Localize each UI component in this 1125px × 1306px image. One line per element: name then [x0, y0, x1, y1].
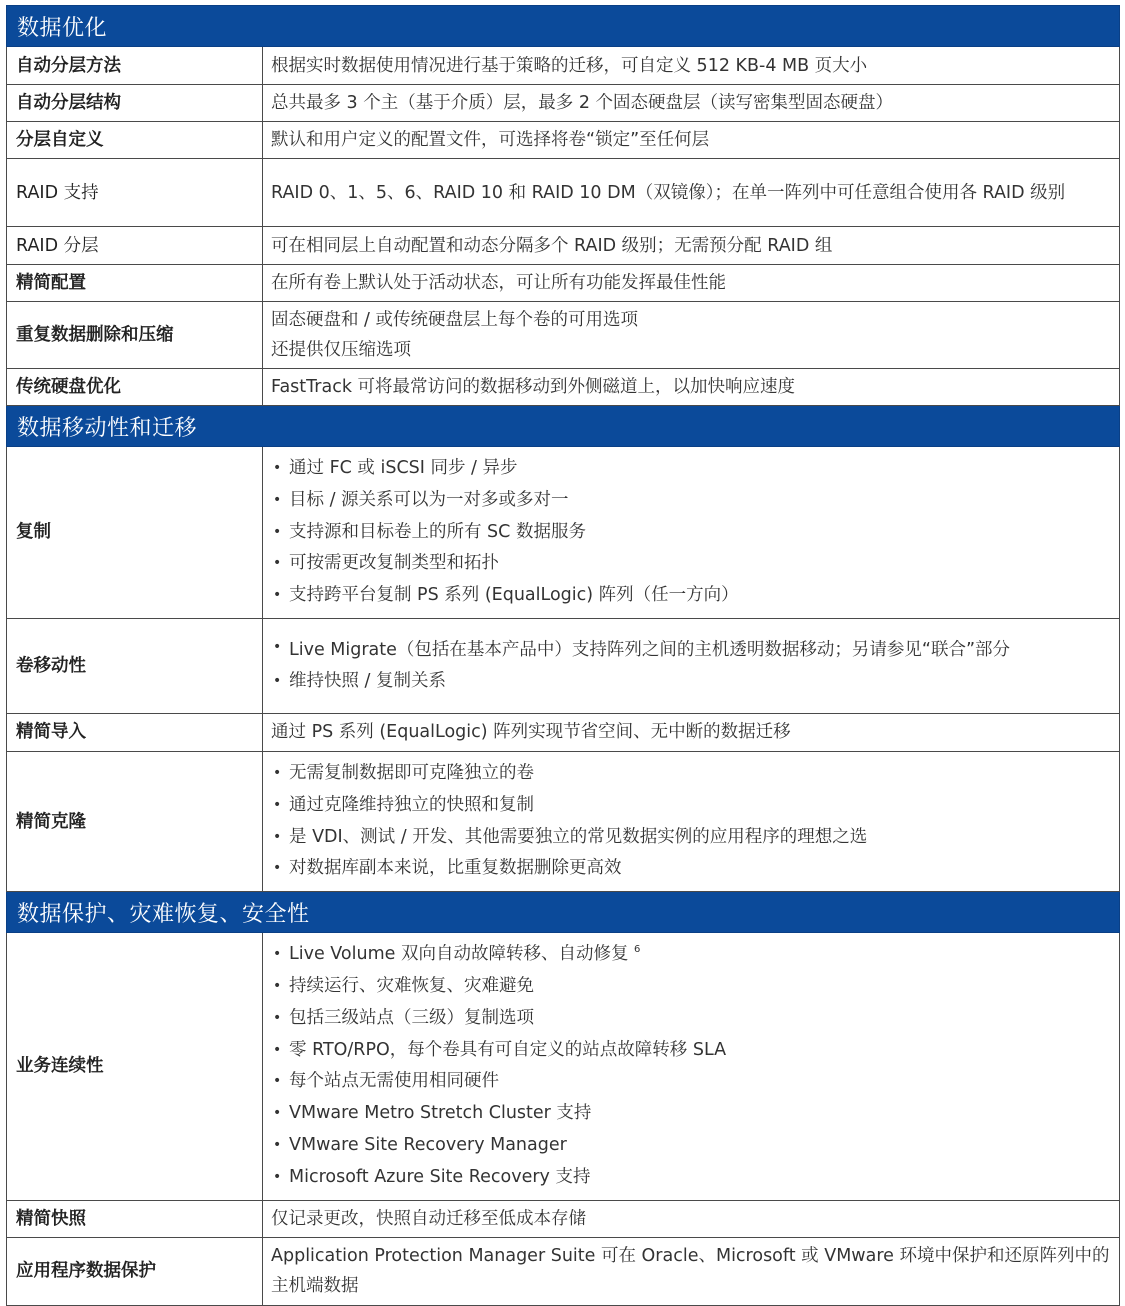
row-value	[263, 302, 1120, 369]
section-title: 数据保护、灾难恢复、安全性	[7, 892, 1120, 933]
section-title: 数据优化	[7, 6, 1120, 47]
bullet-icon: •	[273, 523, 282, 540]
row-label: 精简配置	[7, 265, 263, 302]
row-value	[263, 751, 1120, 891]
row-label: 分层自定义	[7, 122, 263, 159]
row-label: 卷移动性	[7, 618, 263, 713]
bullet-icon: •	[273, 1073, 282, 1090]
table-row	[7, 85, 1120, 122]
row-label: 复制	[7, 447, 263, 619]
row-value	[263, 933, 1120, 1200]
list-item	[271, 790, 1111, 822]
row-value: FastTrack 可将最常访问的数据移动到外侧磁道上，以加快响应速度	[263, 369, 1120, 406]
bullet-icon: •	[273, 764, 282, 781]
row-label: 应用程序数据保护	[7, 1237, 263, 1305]
bullet-icon: •	[273, 828, 282, 845]
row-label: 精简导入	[7, 713, 263, 751]
list-item-text: Live Volume 双向自动故障转移、自动修复	[289, 944, 629, 965]
table-row	[7, 159, 1120, 227]
list-item	[271, 517, 1111, 549]
row-label: 传统硬盘优化	[7, 369, 263, 406]
table-row	[7, 933, 1120, 1200]
table-row	[7, 447, 1120, 619]
table-row	[7, 618, 1120, 713]
row-label: 业务连续性	[7, 933, 263, 1200]
list-item-text: 维持快照 / 复制关系	[289, 671, 447, 692]
list-item	[271, 453, 1111, 485]
row-value: 通过 PS 系列 (EqualLogic) 阵列实现节省空间、无中断的数据迁移	[263, 713, 1120, 751]
footnote-marker: 6	[634, 944, 641, 956]
list-item-text: Live Migrate（包括在基本产品中）支持阵列之间的主机透明数据移动；另请参见“联合”部分	[289, 640, 1011, 661]
table-row	[7, 265, 1120, 302]
list-item	[271, 1066, 1111, 1098]
table-row	[7, 713, 1120, 751]
row-value: 仅记录更改，快照自动迁移至低成本存储	[263, 1200, 1120, 1237]
list-item	[271, 666, 1111, 698]
row-value: 在所有卷上默认处于活动状态，可让所有功能发挥最佳性能	[263, 265, 1120, 302]
bullet-icon: •	[273, 673, 282, 690]
list-item	[271, 971, 1111, 1003]
row-value	[263, 447, 1120, 619]
bullet-icon: •	[273, 1136, 282, 1153]
bullet-list	[271, 755, 1111, 888]
list-item	[271, 758, 1111, 790]
bullet-icon: •	[273, 977, 282, 994]
row-value: 总共最多 3 个主（基于介质）层，最多 2 个固态硬盘层（读写密集型固态硬盘）	[263, 85, 1120, 122]
list-item	[271, 580, 1111, 612]
list-item	[271, 1098, 1111, 1130]
list-item-text: 可按需更改复制类型和拓扑	[289, 553, 499, 574]
table-row	[7, 369, 1120, 406]
table-row	[7, 47, 1120, 85]
bullet-icon: •	[273, 946, 282, 963]
row-label: RAID 支持	[7, 159, 263, 227]
list-item-text: 包括三级站点（三级）复制选项	[289, 1007, 534, 1028]
row-label: 精简克隆	[7, 751, 263, 891]
value-line: 还提供仅压缩选项	[271, 340, 411, 360]
row-value: RAID 0、1、5、6、RAID 10 和 RAID 10 DM（双镜像）；在单一阵列中可任意组合使用各 RAID 级别	[263, 159, 1120, 227]
list-item-text: VMware Site Recovery Manager	[289, 1134, 567, 1155]
list-item	[271, 822, 1111, 854]
bullet-icon: •	[273, 1105, 282, 1122]
list-item-text: 是 VDI、测试 / 开发、其他需要独立的常见数据实例的应用程序的理想之选	[289, 826, 868, 847]
feature-table	[6, 5, 1120, 1306]
table-row	[7, 1237, 1120, 1305]
list-item-text: 支持跨平台复制 PS 系列 (EqualLogic) 阵列（任一方向）	[289, 585, 739, 606]
list-item-text: Microsoft Azure Site Recovery 支持	[289, 1166, 591, 1187]
section-header	[7, 892, 1120, 933]
section-title: 数据移动性和迁移	[7, 406, 1120, 447]
bullet-icon: •	[273, 1041, 282, 1058]
row-value: 可在相同层上自动配置和动态分隔多个 RAID 级别；无需预分配 RAID 组	[263, 227, 1120, 265]
bullet-icon: •	[273, 796, 282, 813]
row-label: 自动分层结构	[7, 85, 263, 122]
list-item-text: 通过 FC 或 iSCSI 同步 / 异步	[289, 458, 518, 478]
list-item	[271, 853, 1111, 885]
bullet-icon: •	[273, 860, 282, 877]
row-value: 默认和用户定义的配置文件，可选择将卷“锁定”至任何层	[263, 122, 1120, 159]
spec-sheet	[6, 5, 1119, 1306]
table-row	[7, 751, 1120, 891]
list-item	[271, 485, 1111, 517]
list-item-text: 零 RTO/RPO，每个卷具有可自定义的站点故障转移 SLA	[289, 1039, 727, 1060]
list-item-text: 每个站点无需使用相同硬件	[289, 1071, 499, 1092]
bullet-icon: •	[273, 1009, 282, 1026]
table-row	[7, 302, 1120, 369]
list-item-text: 通过克隆维持独立的快照和复制	[289, 794, 534, 815]
list-item-text: 持续运行、灾难恢复、灾难避免	[289, 975, 534, 996]
bullet-icon: •	[273, 460, 282, 476]
list-item-text: 无需复制数据即可克隆独立的卷	[289, 762, 534, 783]
bullet-icon: •	[273, 639, 282, 656]
bullet-icon: •	[273, 491, 282, 508]
bullet-list	[271, 936, 1111, 1196]
table-row	[7, 227, 1120, 265]
list-item	[271, 548, 1111, 580]
table-row	[7, 1200, 1120, 1237]
bullet-list	[271, 450, 1111, 615]
row-label: 自动分层方法	[7, 47, 263, 85]
list-item	[271, 1162, 1111, 1194]
list-item-text: 目标 / 源关系可以为一对多或多对一	[289, 489, 569, 510]
bullet-list	[271, 631, 1111, 701]
section-header	[7, 6, 1120, 47]
list-item-text: 对数据库副本来说，比重复数据删除更高效	[289, 858, 622, 879]
row-label: 重复数据删除和压缩	[7, 302, 263, 369]
row-value: Application Protection Manager Suite 可在 Oracle、Microsoft 或 VMware 环境中保护和还原阵列中的主机端数据	[263, 1237, 1120, 1305]
bullet-icon: •	[273, 555, 282, 572]
row-label: 精简快照	[7, 1200, 263, 1237]
section-header	[7, 406, 1120, 447]
list-item-text: 支持源和目标卷上的所有 SC 数据服务	[289, 521, 586, 542]
list-item	[271, 1130, 1111, 1162]
list-item-text: VMware Metro Stretch Cluster 支持	[289, 1103, 592, 1124]
row-value	[263, 618, 1120, 713]
list-item	[271, 634, 1111, 666]
value-line: 固态硬盘和 / 或传统硬盘层上每个卷的可用选项	[271, 310, 639, 330]
row-label: RAID 分层	[7, 227, 263, 265]
list-item	[271, 939, 1111, 971]
table-row	[7, 122, 1120, 159]
bullet-icon: •	[273, 1168, 282, 1185]
bullet-icon: •	[273, 587, 282, 604]
list-item	[271, 1035, 1111, 1067]
row-value: 根据实时数据使用情况进行基于策略的迁移，可自定义 512 KB-4 MB 页大小	[263, 47, 1120, 85]
list-item	[271, 1003, 1111, 1035]
